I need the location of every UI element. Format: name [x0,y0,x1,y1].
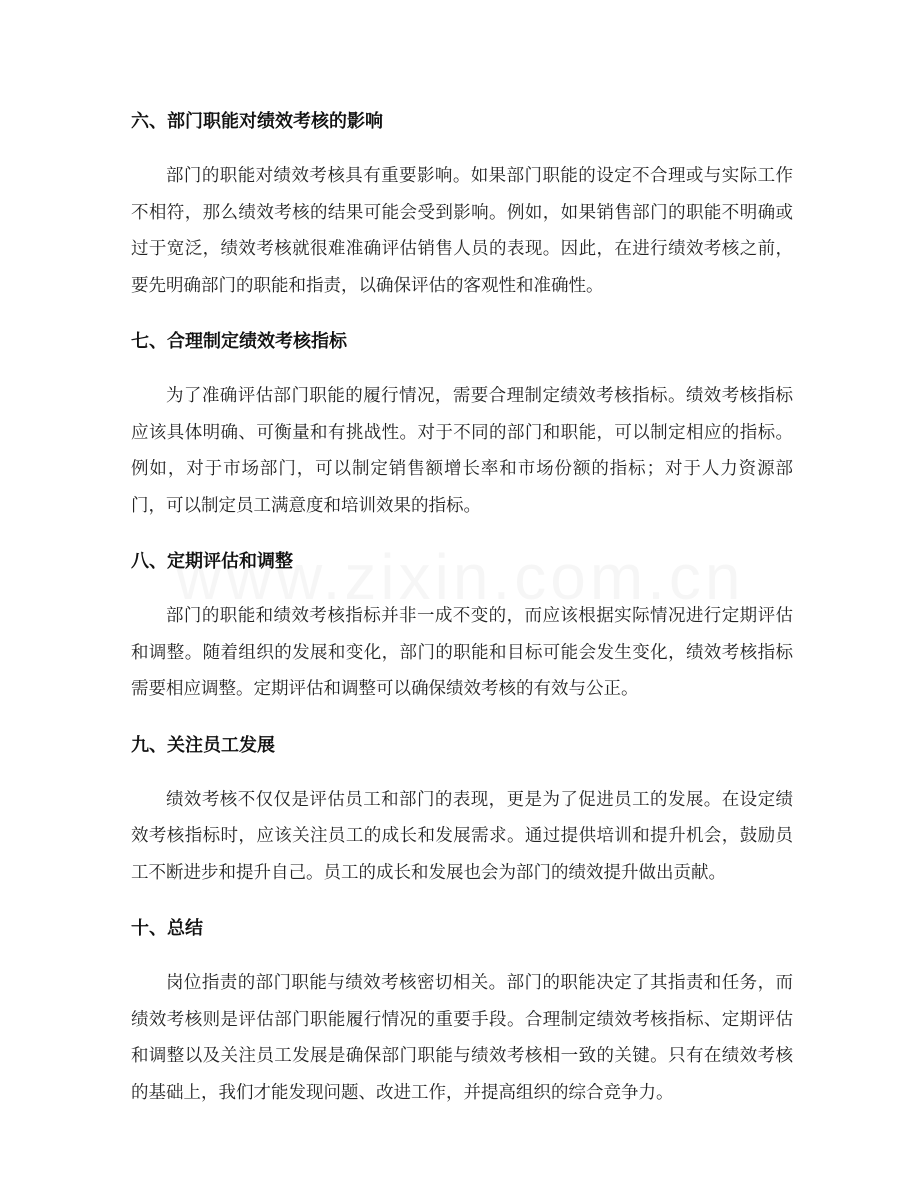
section-heading: 八、定期评估和调整 [131,551,293,572]
section-heading: 六、部门职能对绩效考核的影响 [131,111,383,132]
section-paragraph: 岗位指责的部门职能与绩效考核密切相关。部门的职能决定了其指责和任务，而绩效考核则是评估部门职能履行情况的重要手段。合理制定绩效考核指标、定期评估和调整以及关注员工发展是确保部门职能与绩效考核相一致的关键。只有在绩效考核的基础上，我们才能发现问题、改进工作，并提高组织的综合竞争力。 [131,973,793,1103]
section-10 [0,911,920,1111]
section-heading: 七、合理制定绩效考核指标 [131,331,347,352]
section-paragraph: 为了准确评估部门职能的履行情况，需要合理制定绩效考核指标。绩效考核指标应该具体明确、可衡量和有挑战性。对于不同的部门和职能，可以制定相应的指标。例如，对于市场部门，可以制定销售额增长率和市场份额的指标；对于人力资源部门，可以制定员工满意度和培训效果的指标。 [131,386,793,516]
section-6 [0,104,920,304]
section-heading: 十、总结 [131,918,203,939]
section-9 [0,728,920,892]
section-paragraph: 部门的职能和绩效考核指标并非一成不变的，而应该根据实际情况进行定期评估和调整。随着组织的发展和变化，部门的职能和目标可能会发生变化，绩效考核指标需要相应调整。定期评估和调整可以确保绩效考核的有效与公正。 [131,606,793,699]
section-paragraph: 部门的职能对绩效考核具有重要影响。如果部门职能的设定不合理或与实际工作不相符，那么绩效考核的结果可能会受到影响。例如，如果销售部门的职能不明确或过于宽泛，绩效考核就很难准确评估销售人员的表现。因此，在进行绩效考核之前，要先明确部门的职能和指责，以确保评估的客观性和准确性。 [131,166,793,296]
section-7 [0,324,920,524]
section-heading: 九、关注员工发展 [131,734,275,756]
section-8 [0,544,920,708]
section-paragraph: 绩效考核不仅仅是评估员工和部门的表现，更是为了促进员工的发展。在设定绩效考核指标时，应该关注员工的成长和发展需求。通过提供培训和提升机会，鼓励员工不断进步和提升自己。员工的成长和发展也会为部门的绩效提升做出贡献。 [131,789,793,883]
